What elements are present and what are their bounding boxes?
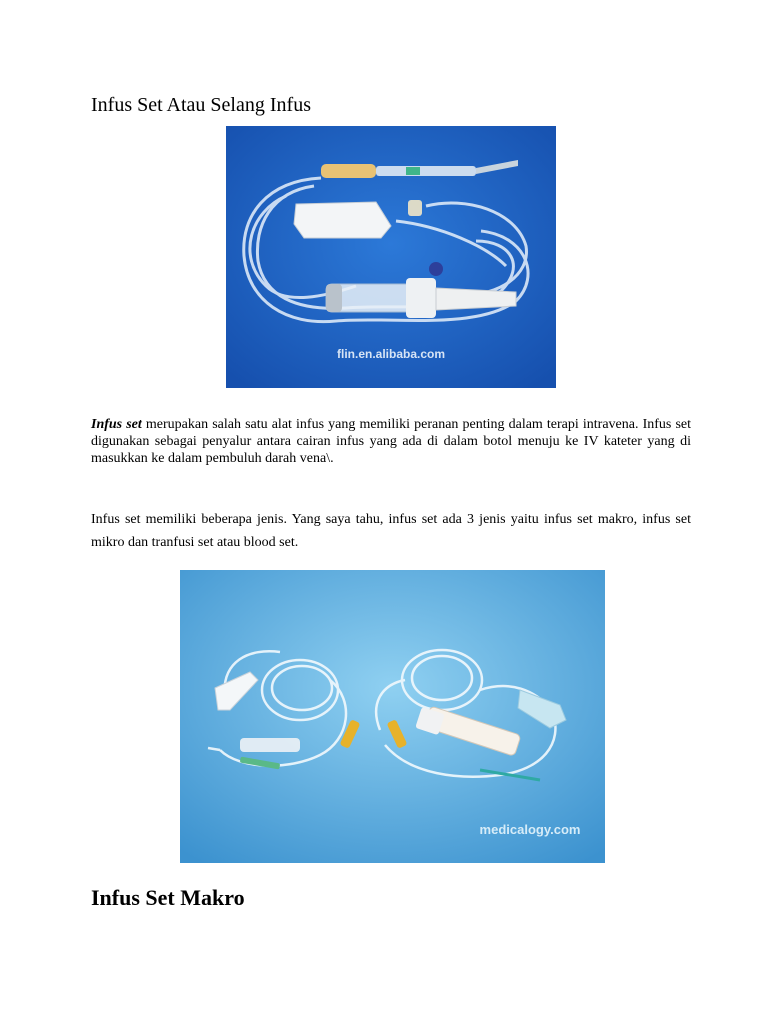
page-title: Infus Set Atau Selang Infus (91, 94, 311, 116)
infusion-sets-illustration (180, 570, 605, 863)
photo1-watermark: flin.en.alibaba.com (336, 347, 446, 361)
paragraph-types: Infus set memiliki beberapa jenis. Yang saya tahu, infus set ada 3 jenis yaitu infus set makro, infus set mikro dan tranfusi set atau blood set. (91, 512, 691, 550)
infusion-set-illustration (226, 126, 556, 388)
section-heading: Infus Set Makro (91, 885, 245, 910)
infusion-set-photo (226, 126, 556, 388)
intro-lead-term: Infus set (91, 417, 142, 432)
intro-body-text: merupakan salah satu alat infus yang memiliki peranan penting dalam terapi intravena. Infus set digunakan sebagai penyalur antara cairan infus yang ada di dalam botol menuju ke IV kateter yang di masukkan ke dalam pembuluh darah vena\. (91, 417, 692, 466)
infusion-sets-photo (180, 570, 605, 863)
paragraph-intro (91, 416, 691, 467)
photo2-watermark: medicalogy.com (479, 822, 581, 837)
